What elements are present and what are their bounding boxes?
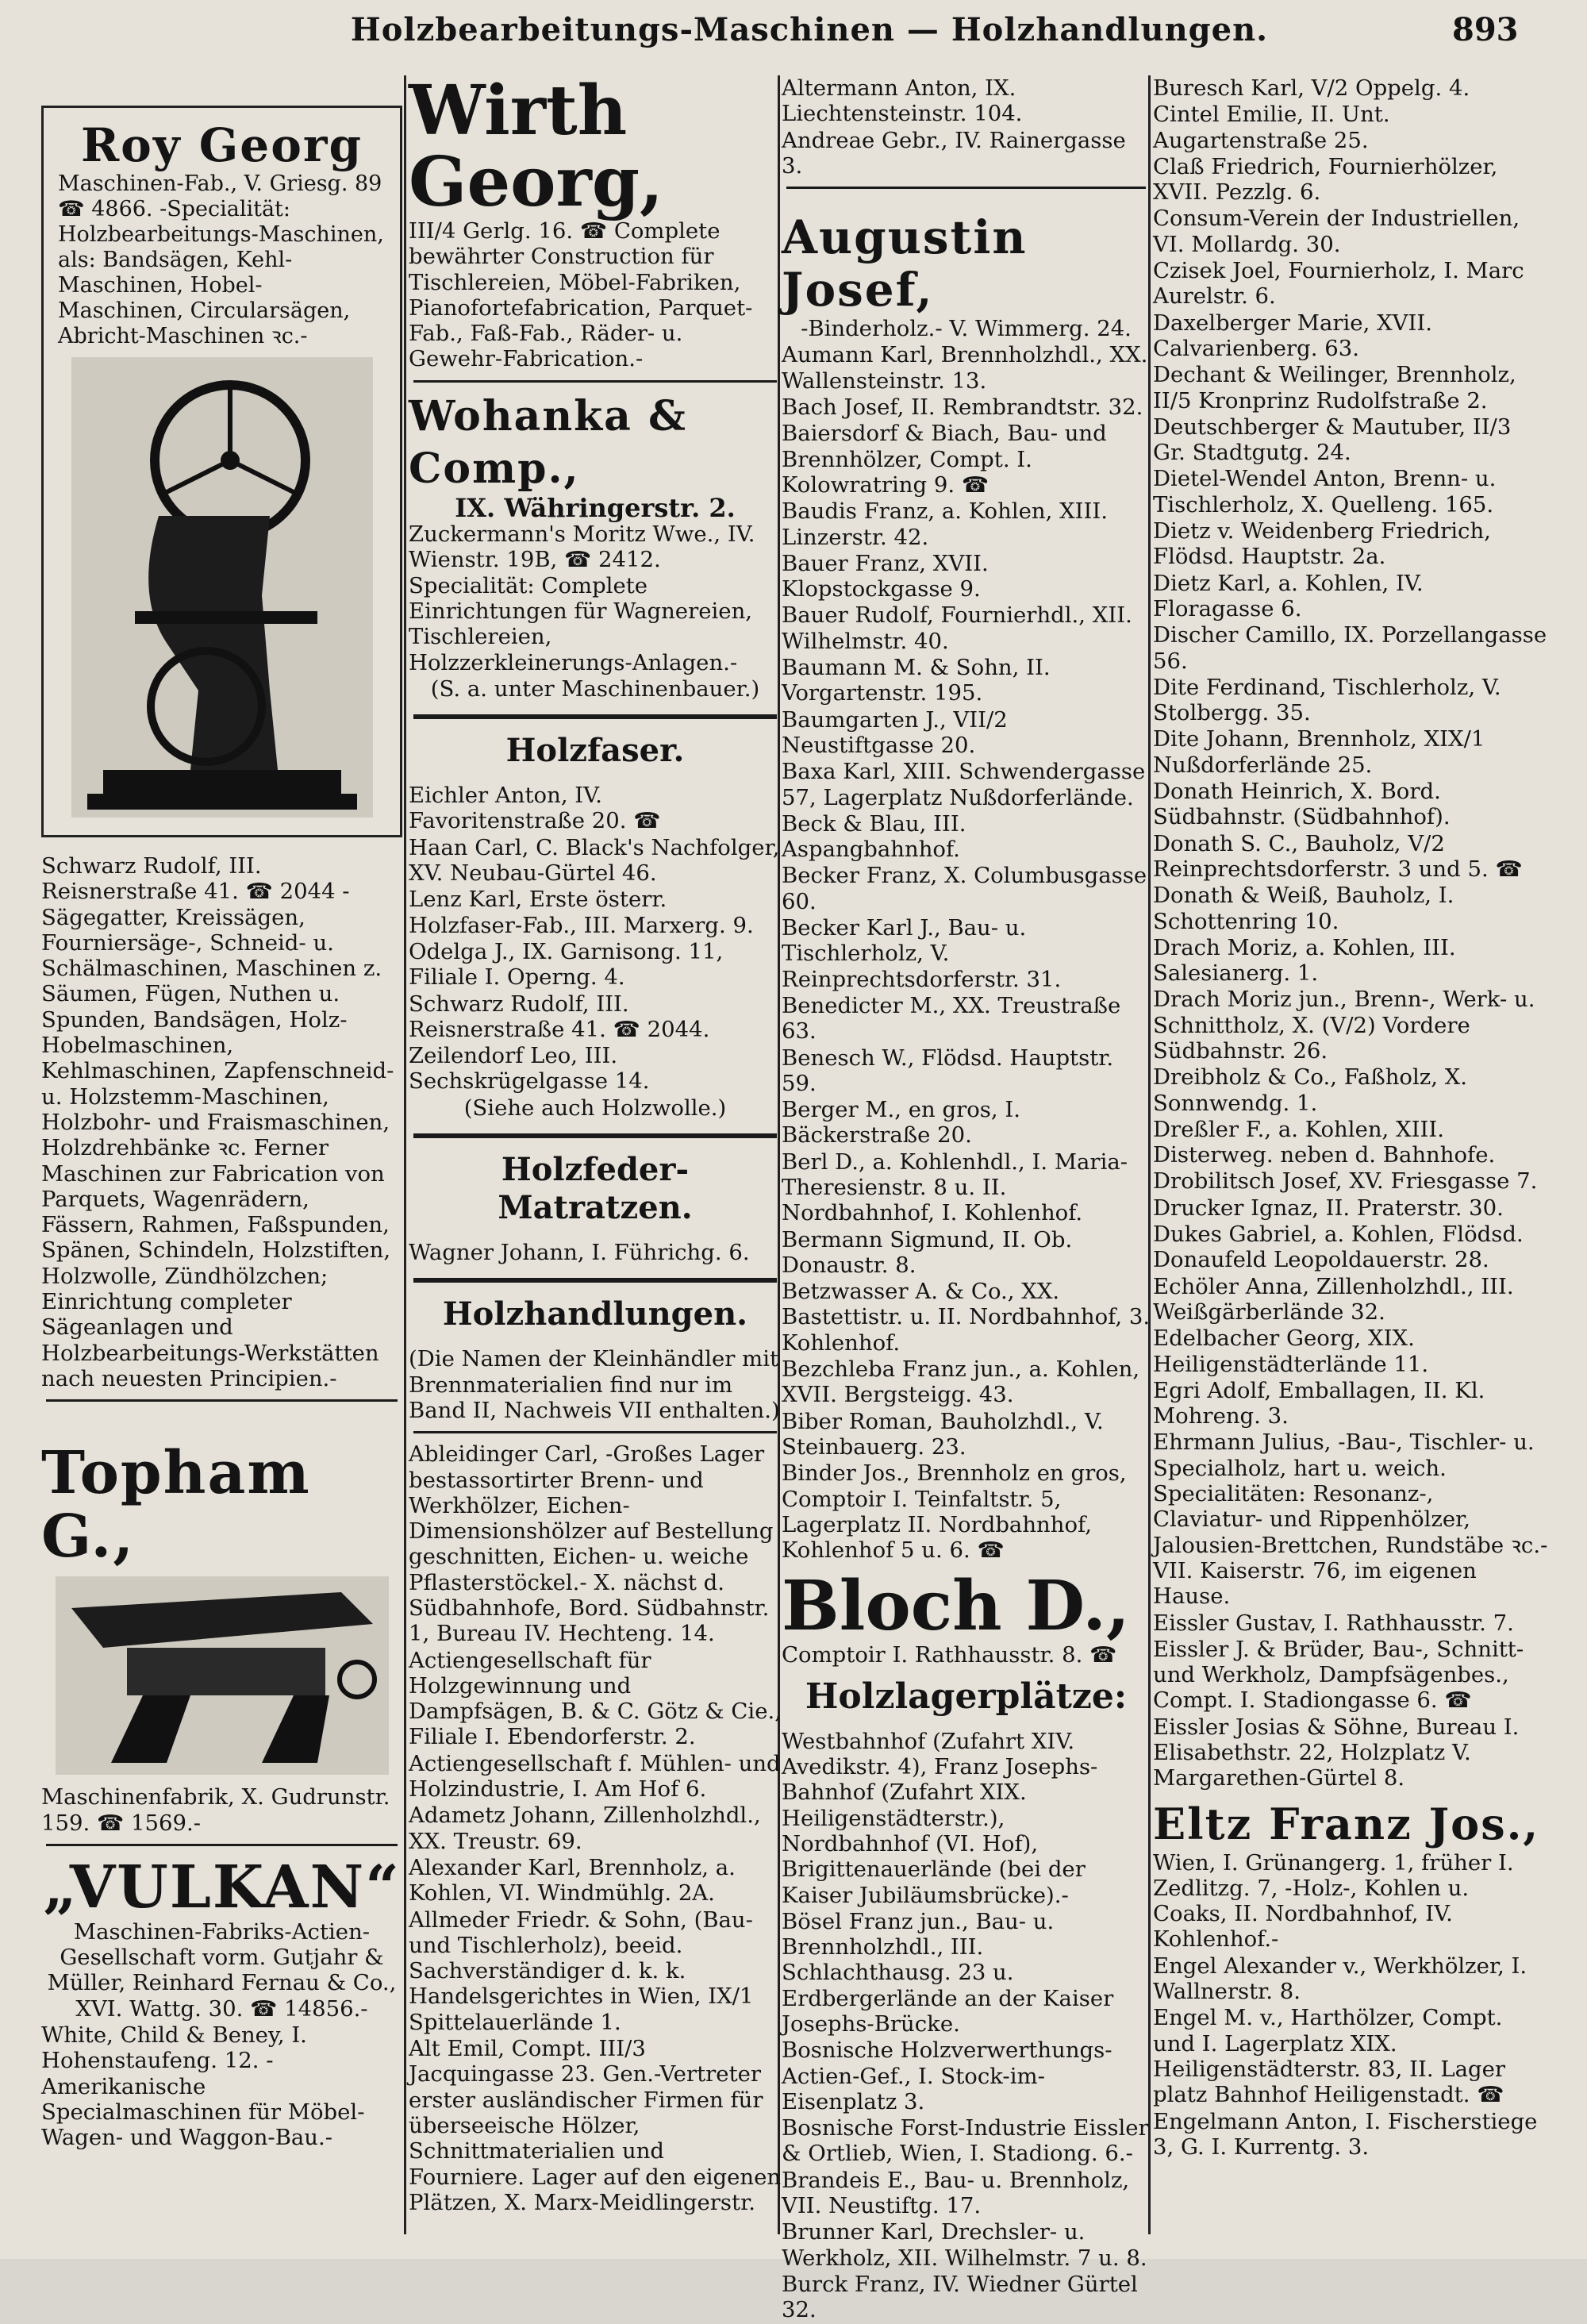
holzhandlung-entry: Binder Jos., Brennholz en gros, Comptoir I. Teinfaltstr. 5, Lagerplatz II. Nordbahnhof, Kohlenhof 5 u. 6. ☎ <box>782 1460 1127 1564</box>
holzhandlung-entry: Dreibholz & Co., Faßholz, X. Sonnwendg. 1. <box>1153 1064 1468 1116</box>
augustin-title: Augustin Josef, <box>782 210 1028 317</box>
holzhandlung-entry: Donath Heinrich, X. Bord. Südbahnstr. (Südbahnhof). <box>1153 779 1451 830</box>
column-4 <box>1153 75 1550 2160</box>
holzlagerplaetze-text: Westbahnhof (Zufahrt XIV. Avedikstr. 4), Franz Josephs-Bahnhof (Zufahrt XIX. Heiligenstädterstr.), Nordbahnhof (VI. Hof), Brigittenauerlände (bei der Kaiser Jubiläumsbrücke).- <box>782 1728 1098 1908</box>
wirth-georg-text: III/4 Gerlg. 16. ☎ Complete bewährter Construction für Tischlereien, Möbel-Fabriken, Pianofortefabrication, Parquet-Fab., Faß-Fab., Räder- u. Gewehr-Fabrication.- <box>409 218 753 372</box>
planer-illustration <box>56 1576 389 1775</box>
holzhandlung-entry: Engel M. v., Harthölzer, Compt. und I. Lagerplatz XIX. Heiligenstädterstr. 83, II. Lager platz Bahnhof Heiligenstadt. ☎ <box>1153 2005 1506 2108</box>
holzhandlung-entry: Czisek Joel, Fournierholz, I. Marc Aurelstr. 6. <box>1153 258 1524 310</box>
holzhandlung-entry: Alexander Karl, Brennholz, a. Kohlen, VI. Windmühlg. 2A. <box>409 1854 736 1907</box>
holzhandlung-entry: Drach Moriz jun., Brenn-, Werk- u. Schnittholz, X. (V/2) Vordere Südbahnstr. 26. <box>1153 987 1535 1064</box>
holzhandlung-entry: Donath & Weiß, Bauholz, I. Schottenring 10. <box>1153 883 1454 934</box>
topham-text: Maschinenfabrik, X. Gudrunstr. 159. ☎ 1569.- <box>41 1784 390 1836</box>
page-number: 893 <box>1452 11 1519 48</box>
holzhandlung-entry: Drobilitsch Josef, XV. Friesgasse 7. <box>1153 1168 1538 1195</box>
holzhandlung-entry: Berger M., en gros, I. Bäckerstraße 20. <box>782 1097 1021 1149</box>
holzhandlung-entry: Andreae Gebr., IV. Rainergasse 3. <box>782 127 1126 179</box>
see-also-note: (S. a. unter Maschinenbauer.) <box>430 675 760 702</box>
holzhandlung-entry: Deutschberger & Mautuber, II/3 Gr. Stadtgutg. 24. <box>1153 414 1512 466</box>
holzhandlung-entry: Baumgarten J., VII/2 Neustiftgasse 20. <box>782 706 1008 758</box>
holzhandlung-entry: Brandeis E., Bau- u. Brennholz, VII. Neustiftg. 17. <box>782 2167 1130 2219</box>
holzhandlung-entry: Dechant & Weilinger, Brennholz, II/5 Kronprinz Rudolfstraße 2. <box>1153 362 1516 414</box>
matratzen-heading: Holzfeder-Matratzen. <box>498 1151 693 1227</box>
section-rule <box>413 714 777 719</box>
column-divider <box>404 75 406 2234</box>
holzhandlung-entry: Edelbacher Georg, XIX. Heiligenstädterlände 11. <box>1153 1326 1429 1377</box>
holzfaser-entry: Lenz Karl, Erste österr. Holzfaser-Fab., III. Marxerg. 9. <box>409 887 754 938</box>
holzhandlung-entry: Bosnische Forst-Industrie Eissler & Ortlieb, Wien, I. Stadiong. 6.- <box>782 2115 1149 2167</box>
holzhandlung-entry: Baxa Karl, XIII. Schwendergasse 57, Lagerplatz Nußdorferlände. <box>782 759 1146 810</box>
holzhandlung-entry: Bach Josef, II. Rembrandtstr. 32. <box>782 394 1143 421</box>
holzfaser-entry: Eichler Anton, IV. Favoritenstraße 20. ☎ <box>409 783 661 834</box>
holzhandlung-entry: Bauer Rudolf, Fournierhdl., XII. Wilhelmstr. 40. <box>782 602 1132 654</box>
see-holzwolle-note: (Siehe auch Holzwolle.) <box>463 1095 727 1121</box>
section-rule <box>413 1278 777 1283</box>
holzhandlung-entry: Beck & Blau, III. Aspangbahnhof. <box>782 810 966 863</box>
advert-title: Roy Georg <box>80 118 363 172</box>
holzhandlung-entry: Dietz v. Weidenberg Friedrich, Flödsd. Hauptstr. 2a. <box>1153 518 1491 570</box>
holzhandlung-entry: Claß Friedrich, Fournierhölzer, XVII. Pezzlg. 6. <box>1153 153 1498 206</box>
holzhandlung-entry: Buresch Karl, V/2 Oppelg. 4. <box>1153 75 1470 101</box>
holzhandlung-entry: Engel Alexander v., Werkhölzer, I. Wallnerstr. 8. <box>1153 1953 1527 2005</box>
holzhandlung-entry: Becker Karl J., Bau- u. Tischlerholz, V. Reinprechtsdorferstr. 31. <box>782 915 1062 992</box>
advert-text: Maschinen-Fab., V. Griesg. 89 ☎ 4866. -Specialität: Holzbearbeitungs-Maschinen, als: Bandsägen, Kehl-Maschinen, Hobel-Maschinen, Circularsägen, Abricht-Maschinen ꝛc.- <box>58 171 384 348</box>
vulkan-title: „VULKAN“ <box>43 1853 401 1922</box>
holzhandlung-entry: Benesch W., Flödsd. Hauptstr. 59. <box>782 1045 1114 1096</box>
holzhandlung-entry: Engelmann Anton, I. Fischerstiege 3, G. I. Kurrentg. 3. <box>1153 2108 1538 2160</box>
holzhandlung-entry: Dite Ferdinand, Tischlerholz, V. Stolbergg. 35. <box>1153 674 1501 726</box>
bloch-title: Bloch D., <box>782 1566 1130 1647</box>
holzhandlung-entry: Donath S. C., Bauholz, V/2 Reinprechtsdorferstr. 3 und 5. ☎ <box>1153 830 1523 882</box>
matratzen-entry: Wagner Johann, I. Führichg. 6. <box>409 1240 750 1266</box>
holzhandlung-entry: Dietz Karl, a. Kohlen, IV. Floragasse 6. <box>1153 570 1424 621</box>
eltz-title: Eltz Franz Jos., <box>1153 1798 1540 1849</box>
holzhandlung-entry: Baiersdorf & Biach, Bau- und Brennhölzer, Compt. I. Kolowratring 9. ☎ <box>782 421 1107 498</box>
holzhandlung-entry: Egri Adolf, Emballagen, II. Kl. Mohreng. 3. <box>1153 1377 1485 1429</box>
holzhandlung-entry: Dreßler F., a. Kohlen, XIII. Disterweg. neben d. Bahnhofe. <box>1153 1116 1496 1168</box>
bloch-text: Comptoir I. Rathhausstr. 8. ☎ <box>782 1642 1117 1668</box>
zuckermann-entry: Zuckermann's Moritz Wwe., IV. Wienstr. 19B, ☎ 2412. Specialität: Complete Einrichtungen für Wagnereien, Tischlereien, Holzzerkleinerungs-Anlagen.- <box>409 521 755 675</box>
holzhandlung-entry: Allmeder Friedr. & Sohn, (Bau- und Tischlerholz), beeid. Sachverständiger d. k. k. Handelsgerichtes in Wien, IX/1 Spittelauerlände 1. <box>409 1907 754 2035</box>
holzhandlung-entry: Benedicter M., XX. Treustraße 63. <box>782 992 1121 1045</box>
column-1 <box>41 75 402 2152</box>
roy-georg-advert <box>41 106 402 837</box>
holzhandlung-entry: Ableidinger Carl, -Großes Lager bestassortirter Brenn- und Werkhölzer, Eichen-Dimensionshölzer auf Bestellung geschnitten, Eichen- u. weiche Pflasterstöckel.- X. nächst d. Südbahnhofe, Bord. Südbahnstr. 1, Bureau IV. Hechteng. 14. <box>409 1441 774 1647</box>
holzhandlung-entry: Adametz Johann, Zillenholzhdl., XX. Treustr. 69. <box>409 1803 761 1854</box>
holzhandlung-entry: Drucker Ignaz, II. Praterstr. 30. <box>1153 1195 1504 1221</box>
vulkan-text: Maschinen-Fabriks-Actien-Gesellschaft vorm. Gutjahr & Müller, Reinhard Fernau & Co., XVI. Wattg. 30. ☎ 14856.- <box>47 1918 397 2022</box>
holzhandlung-entry: Alt Emil, Compt. III/3 Jacquingasse 23. Gen.-Vertreter erster ausländischer Firmen für überseeische Hölzer, Schnittmaterialien und Fourniere. Lager auf den eigenen Plätzen, X. Marx-Meidlingerstr. <box>409 2036 782 2215</box>
topham-title: Topham G., <box>41 1439 311 1572</box>
column-3 <box>782 75 1151 2324</box>
holzhandlung-entry: Echöler Anna, Zillenholzhdl., III. Weißgärberlände 32. <box>1153 1273 1514 1325</box>
holzhandlung-entry: Daxelberger Marie, XVII. Calvarienberg. 63. <box>1153 310 1432 361</box>
separator-rule <box>413 1431 777 1433</box>
holzhandlung-entry: Consum-Verein der Industriellen, VI. Mollardg. 30. <box>1153 206 1520 257</box>
holzfaser-entry: Haan Carl, C. Black's Nachfolger, XV. Neubau-Gürtel 46. <box>409 834 780 887</box>
holzhandlung-entry: Bezchleba Franz jun., a. Kohlen, XVII. Bergsteigg. 43. <box>782 1356 1140 1408</box>
holzhandlung-entry: Bosnische Holzverwerthungs-Actien-Gef., I. Stock-im-Eisenplatz 3. <box>782 2037 1112 2114</box>
white-child-beney-entry: White, Child & Beney, I. Hohenstaufeng. 12. -Amerikanische Specialmaschinen für Möbel-Wagen- und Waggon-Bau.- <box>41 2022 365 2151</box>
separator-rule <box>786 187 1146 189</box>
holzhandlung-entry: Becker Franz, X. Columbusgasse 60. <box>782 863 1147 914</box>
section-rule <box>413 1133 777 1138</box>
wohanka-title: Wohanka & Comp., <box>409 391 687 493</box>
holzhandlung-entry: Cintel Emilie, II. Unt. Augartenstraße 25. <box>1153 102 1390 153</box>
holzhandlung-entry: Brunner Karl, Drechsler- u. Werkholz, XII. Wilhelmstr. 7 u. 8. <box>782 2219 1147 2271</box>
holzhandlung-entry: Actiengesellschaft f. Mühlen- und Holzindustrie, I. Am Hof 6. <box>409 1750 781 1803</box>
holzhandlung-entry: Dite Johann, Brennholz, XIX/1 Nußdorferlände 25. <box>1153 726 1485 778</box>
holzhandlung-entry: Bösel Franz jun., Bau- u. Brennholzhdl., III. Schlachthausg. 23 u. Erdbergerlände an der Kaiser Josephs-Brücke. <box>782 1908 1114 2037</box>
holzhandlung-entry: Bauer Franz, XVII. Klopstockgasse 9. <box>782 550 989 602</box>
schwarz-rudolf-entry: Schwarz Rudolf, III. Reisnerstraße 41. ☎ 2044 -Sägegatter, Kreissägen, Fourniersäge-, Schneid- u. Schälmaschinen, Maschinen z. Säumen, Fügen, Nuthen u. Spunden, Bandsägen, Holz-Hobelmaschinen, Kehlmaschinen, Zapfenschneid- u. Holzstemm-Maschinen, Holzbohr- und Fraismaschinen, Holzdrehbänke ꝛc. Ferner Maschinen zur Fabrication von Parquets, Wagenrädern, Fässern, Rahmen, Faßspunden, Spänen, Schindeln, Holzstiften, Holzwolle, Zündhölzchen; Einrichtung completer Sägeanlagen und Holzbearbeitungs-Werkstätten nach neuesten Principien.- <box>41 853 394 1391</box>
holzhandlung-entry: Actiengesellschaft für Holzgewinnung und Dampfsägen, B. & C. Götz & Cie., Filiale I. Ebendorferstr. 2. <box>409 1647 782 1750</box>
holzhandlung-entry: Dukes Gabriel, a. Kohlen, Flödsd. Donaufeld Leopoldauerstr. 28. <box>1153 1222 1524 1273</box>
holzhandlung-entry: Burck Franz, IV. Wiedner Gürtel 32. <box>782 2271 1138 2323</box>
holzhandlung-entry: Eissler Gustav, I. Rathhausstr. 7. <box>1153 1610 1514 1636</box>
holzhandlung-entry: Discher Camillo, IX. Porzellangasse 56. <box>1153 622 1547 674</box>
augustin-text: -Binderholz.- V. Wimmerg. 24. <box>801 316 1132 342</box>
holzfaser-entry: Zeilendorf Leo, III. Sechskrügelgasse 14. <box>409 1043 650 1095</box>
separator-rule <box>413 380 777 383</box>
holzhandlung-entry: Bermann Sigmund, II. Ob. Donaustr. 8. <box>782 1226 1073 1278</box>
separator-rule <box>46 1399 398 1402</box>
holzhandlung-entry: Altermann Anton, IX. Liechtensteinstr. 104. <box>782 75 1023 127</box>
wirth-georg-title: Wirth Georg, <box>409 71 663 222</box>
eltz-text: Wien, I. Grünangerg. 1, früher I. Zedlitzg. 7, -Holz-, Kohlen u. Coaks, II. Nordbahnhof, IV. Kohlenhof.- <box>1153 1849 1514 1953</box>
bandsaw-illustration <box>71 357 373 818</box>
holzhandlung-entry: Biber Roman, Bauholzhdl., V. Steinbauerg. 23. <box>782 1408 1104 1460</box>
holzhandlung-entry: Eissler J. & Brüder, Bau-, Schnitt- und Werkholz, Dampfsägenbes., Compt. I. Stadiongasse 6. ☎ <box>1153 1636 1524 1714</box>
holzhandlungen-heading: Holzhandlungen. <box>442 1295 748 1333</box>
holzhandlung-entry: Ehrmann Julius, -Bau-, Tischler- u. Specialholz, hart u. weich. Specialitäten: Resonanz-, Claviatur- und Rippenhölzer, Jalousien-Brettchen, Rundstäbe ꝛc.- VII. Kaiserstr. 76, im eigenen Hause. <box>1153 1429 1548 1610</box>
holzfaser-entry: Schwarz Rudolf, III. Reisnerstraße 41. ☎ 2044. <box>409 991 710 1042</box>
holzhandlung-entry: Aumann Karl, Brennholzhdl., XX. Wallensteinstr. 13. <box>782 342 1148 394</box>
holzhandlung-entry: Baumann M. & Sohn, II. Vorgartenstr. 195. <box>782 655 1051 706</box>
holzfaser-heading: Holzfaser. <box>505 732 685 770</box>
holzhandlung-entry: Dietel-Wendel Anton, Brenn- u. Tischlerholz, X. Quelleng. 165. <box>1153 466 1497 518</box>
holzfaser-entry: Odelga J., IX. Garnisong. 11, Filiale I. Operng. 4. <box>409 938 724 991</box>
separator-rule <box>46 1844 398 1846</box>
holzhandlung-entry: Eissler Josias & Söhne, Bureau I. Elisabethstr. 22, Holzplatz V. Margarethen-Gürtel 8. <box>1153 1714 1520 1791</box>
holzlagerplaetze-heading: Holzlagerplätze: <box>805 1676 1128 1717</box>
holzhandlung-entry: Baudis Franz, a. Kohlen, XIII. Linzerstr. 42. <box>782 498 1108 550</box>
wohanka-address: IX. Währingerstr. 2. <box>455 492 736 523</box>
running-head: Holzbearbeitungs-Maschinen — Holzhandlungen. <box>350 11 1269 48</box>
holzhandlung-entry: Betzwasser A. & Co., XX. Bastettistr. u. II. Nordbahnhof, 3. Kohlenhof. <box>782 1279 1151 1356</box>
column-2 <box>409 71 782 2216</box>
holzhandlung-entry: Drach Moriz, a. Kohlen, III. Salesianerg. 1. <box>1153 934 1456 987</box>
holzhandlungen-note: (Die Namen der Kleinhändler mit Brennmaterialien find nur im Band II, Nachweis VII enthalten.) <box>409 1346 780 1423</box>
holzhandlung-entry: Berl D., a. Kohlenhdl., I. Maria-Theresienstr. 8 u. II. Nordbahnhof, I. Kohlenhof. <box>782 1149 1128 1226</box>
